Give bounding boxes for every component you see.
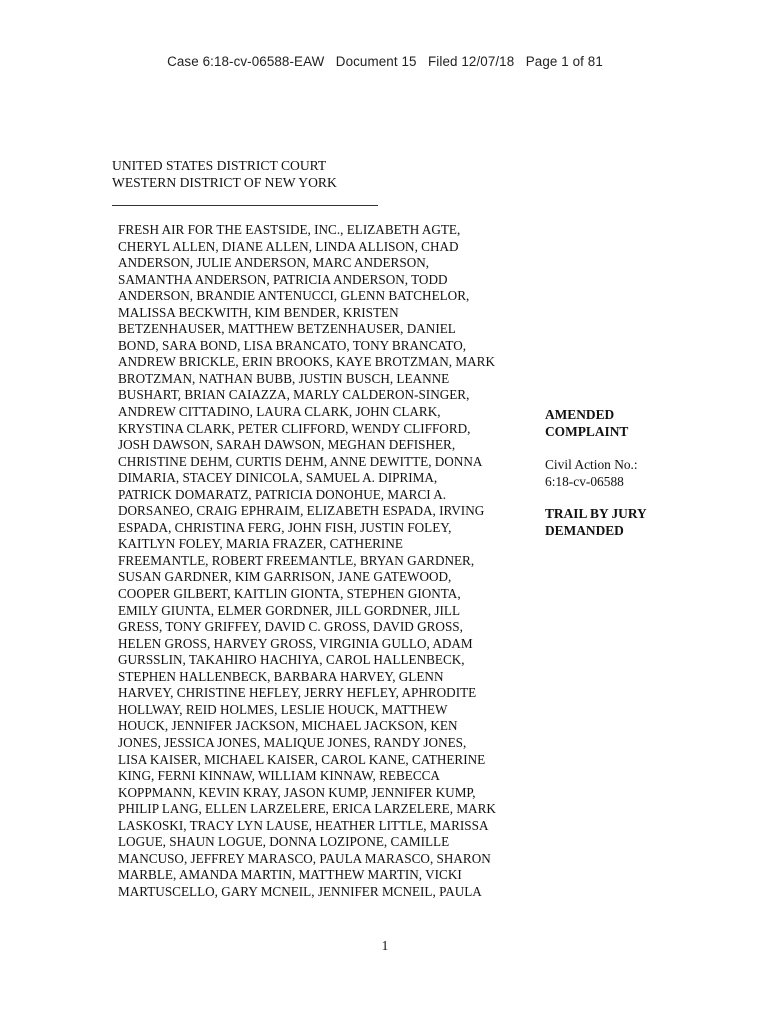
parties-line: GRESS, TONY GRIFFEY, DAVID C. GROSS, DAVID GROSS, xyxy=(118,619,463,635)
parties-line: BUSHART, BRIAN CAIAZZA, MARLY CALDERON-SINGER, xyxy=(118,387,470,403)
parties-line: PHILIP LANG, ELLEN LARZELERE, ERICA LARZELERE, MARK xyxy=(118,801,496,817)
court-caption xyxy=(112,157,337,191)
parties-line: MALISSA BECKWITH, KIM BENDER, KRISTEN xyxy=(118,304,399,320)
parties-list xyxy=(118,222,528,900)
parties-line: BETZENHAUSER, MATTHEW BETZENHAUSER, DANIEL xyxy=(118,321,456,337)
parties-line: MANCUSO, JEFFREY MARASCO, PAULA MARASCO, SHARON xyxy=(118,850,491,866)
parties-line: CHERYL ALLEN, DIANE ALLEN, LINDA ALLISON, CHAD xyxy=(118,238,459,254)
parties-line: SUSAN GARDNER, KIM GARRISON, JANE GATEWOOD, xyxy=(118,569,452,585)
parties-line: CHRISTINE DEHM, CURTIS DEHM, ANNE DEWITTE, DONNA xyxy=(118,453,483,469)
jury-demand-line-1: TRAIL BY JURY xyxy=(545,506,647,521)
civil-action-label: Civil Action No.: xyxy=(545,457,638,472)
parties-line: SAMANTHA ANDERSON, PATRICIA ANDERSON, TODD xyxy=(118,271,448,287)
court-name: UNITED STATES DISTRICT COURT xyxy=(112,158,327,173)
document-title xyxy=(545,407,755,440)
parties-line: MARTUSCELLO, GARY MCNEIL, JENNIFER MCNEIL, PAULA xyxy=(118,883,482,899)
document-title-line-1: AMENDED xyxy=(545,407,615,422)
parties-line: FREEMANTLE, ROBERT FREEMANTLE, BRYAN GARDNER, xyxy=(118,552,475,568)
parties-line: ANDREW BRICKLE, ERIN BROOKS, KAYE BROTZMAN, MARK xyxy=(118,354,495,370)
parties-line: DIMARIA, STACEY DINICOLA, SAMUEL A. DIPRIMA, xyxy=(118,470,438,486)
parties-line: COOPER GILBERT, KAITLIN GIONTA, STEPHEN GIONTA, xyxy=(118,586,461,602)
parties-line: BOND, SARA BOND, LISA BRANCATO, TONY BRANCATO, xyxy=(118,337,467,353)
jury-demand-line-2: DEMANDED xyxy=(545,522,624,538)
caption-divider xyxy=(112,205,378,206)
parties-line: LOGUE, SHAUN LOGUE, DONNA LOZIPONE, CAMILLE xyxy=(118,834,450,850)
jury-demand xyxy=(545,506,755,539)
parties-line: LASKOSKI, TRACY LYN LAUSE, HEATHER LITTLE, MARISSA xyxy=(118,817,489,833)
parties-line: ESPADA, CHRISTINA FERG, JOHN FISH, JUSTIN FOLEY, xyxy=(118,519,452,535)
parties-line: MARBLE, AMANDA MARTIN, MATTHEW MARTIN, VICKI xyxy=(118,867,462,883)
parties-line: JOSH DAWSON, SARAH DAWSON, MEGHAN DEFISHER, xyxy=(118,437,456,453)
parties-line: HOLLWAY, REID HOLMES, LESLIE HOUCK, MATTHEW xyxy=(118,701,448,717)
parties-line: BROTZMAN, NATHAN BUBB, JUSTIN BUSCH, LEANNE xyxy=(118,370,450,386)
parties-line: STEPHEN HALLENBECK, BARBARA HARVEY, GLENN xyxy=(118,668,444,684)
court-district: WESTERN DISTRICT OF NEW YORK xyxy=(112,175,337,190)
parties-line: ANDERSON, JULIE ANDERSON, MARC ANDERSON, xyxy=(118,255,430,271)
parties-line: KOPPMANN, KEVIN KRAY, JASON KUMP, JENNIFER KUMP, xyxy=(118,784,476,800)
parties-line: JONES, JESSICA JONES, MALIQUE JONES, RANDY JONES, xyxy=(118,734,467,750)
parties-line: EMILY GIUNTA, ELMER GORDNER, JILL GORDNER, JILL xyxy=(118,602,461,618)
parties-line: PATRICK DOMARATZ, PATRICIA DONOHUE, MARCI A. xyxy=(118,486,447,502)
civil-action-number: 6:18-cv-06588 xyxy=(545,473,624,489)
parties-line: ANDREW CITTADINO, LAURA CLARK, JOHN CLARK, xyxy=(118,404,441,420)
parties-line: HELEN GROSS, HARVEY GROSS, VIRGINIA GULLO, ADAM xyxy=(118,635,473,651)
parties-line: FRESH AIR FOR THE EASTSIDE, INC., ELIZABETH AGTE, xyxy=(118,222,461,237)
parties-line: KRYSTINA CLARK, PETER CLIFFORD, WENDY CLIFFORD, xyxy=(118,420,471,436)
parties-line: KAITLYN FOLEY, MARIA FRAZER, CATHERINE xyxy=(118,536,403,552)
parties-line: HARVEY, CHRISTINE HEFLEY, JERRY HEFLEY, APHRODITE xyxy=(118,685,477,701)
civil-action xyxy=(545,457,755,490)
parties-line: ANDERSON, BRANDIE ANTENUCCI, GLENN BATCHELOR, xyxy=(118,288,470,304)
document-title-line-2: COMPLAINT xyxy=(545,423,629,439)
parties-line: KING, FERNI KINNAW, WILLIAM KINNAW, REBECCA xyxy=(118,768,440,784)
parties-line: DORSANEO, CRAIG EPHRAIM, ELIZABETH ESPADA, IRVING xyxy=(118,503,485,519)
parties-line: HOUCK, JENNIFER JACKSON, MICHAEL JACKSON, KEN xyxy=(118,718,458,734)
parties-line: LISA KAISER, MICHAEL KAISER, CAROL KANE, CATHERINE xyxy=(118,751,486,767)
case-header: Case 6:18-cv-06588-EAW Document 15 Filed 12/07/18 Page 1 of 81 xyxy=(167,54,603,69)
parties-line: GURSSLIN, TAKAHIRO HACHIYA, CAROL HALLENBECK, xyxy=(118,652,465,668)
page-number: 1 xyxy=(381,938,389,953)
